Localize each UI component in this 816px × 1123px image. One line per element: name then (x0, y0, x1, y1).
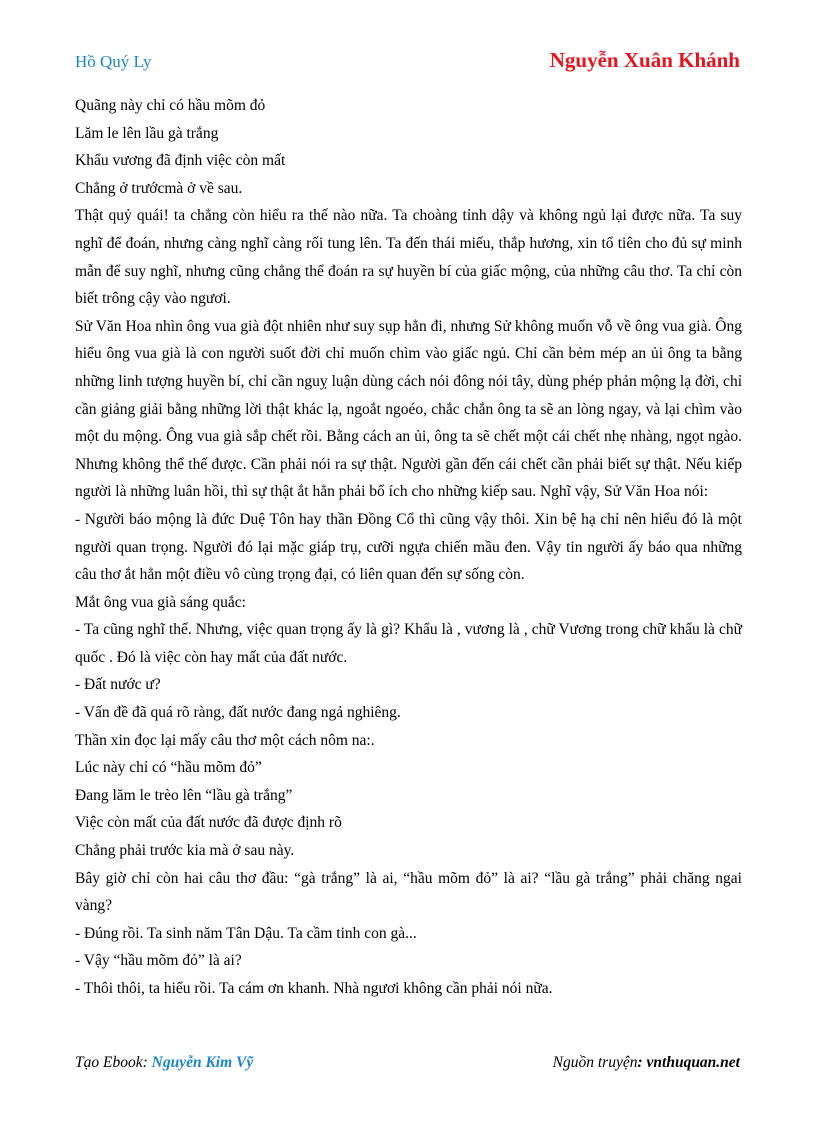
paragraph: Việc còn mất của đất nước đã được định rõ (75, 814, 342, 832)
author-name: Nguyễn Xuân Khánh (549, 48, 740, 72)
ebook-creator-name: Nguyễn Kim Vỹ (151, 1054, 254, 1071)
page-header (75, 48, 740, 76)
source-separator: : (637, 1054, 647, 1071)
paragraph: Mắt ông vua già sáng quắc: (75, 593, 246, 611)
paragraph: Lăm le lên lầu gà trắng (75, 124, 219, 142)
paragraph: - Người báo mộng là đức Duệ Tôn hay thần Đồng Cổ thì cũng vậy thôi. Xin bệ hạ chỉ nên hiểu đó là một người quan trọng. Người đó lại mặc giáp trụ, cưỡi ngựa chiến mầu đen. Vậy tin người ấy báo qua những câu thơ ắt hẳn một điều vô cùng trọng đại, có liên quan đến sự sống còn. (75, 510, 742, 584)
paragraph: Lúc này chỉ có “hầu mõm đỏ” (75, 759, 262, 777)
paragraph: Thần xin đọc lại mấy câu thơ một cách nôm na:. (75, 731, 375, 749)
paragraph: Quãng này chỉ có hầu mõm đỏ (75, 97, 266, 114)
paragraph: Bây giờ chỉ còn hai câu thơ đầu: “gà trắng” là ai, “hầu mõm đỏ” là ai? “lầu gà trắng” phải chăng ngai vàng? (75, 869, 742, 915)
source-label: Nguồn truyện (552, 1054, 638, 1071)
paragraph: Thật quỷ quái! ta chẳng còn hiểu ra thế nào nữa. Ta choàng tỉnh dậy và không ngủ lại được nữa. Ta suy nghĩ để đoán, nhưng càng nghĩ càng rối tung lên. Ta đến thái miếu, thắp hương, xin tổ tiên cho đủ sự minh mẫn để suy nghĩ, nhưng cũng chẳng thể đoán ra sự huyền bí của giấc mộng, của những câu thơ. Ta chỉ còn biết trông cậy vào ngươi. (75, 207, 742, 308)
paragraph: Khẩu vương đã định việc còn mất (75, 152, 286, 170)
paragraph: - Thôi thôi, ta hiểu rồi. Ta cám ơn khanh. Nhà ngươi không cần phải nói nữa. (75, 980, 553, 997)
paragraph: - Đất nước ư? (75, 676, 161, 694)
paragraph: - Vậy “hầu mõm đỏ” là ai? (75, 952, 242, 970)
ebook-credit (75, 1054, 253, 1072)
paragraph: - Đúng rồi. Ta sinh năm Tân Dậu. Ta cầm tinh con gà... (75, 924, 417, 942)
paragraph: Đang lăm le trèo lên “lầu gà trắng” (75, 786, 293, 804)
ebook-label: Tạo Ebook (75, 1054, 143, 1071)
paragraph: - Vấn đề đã quá rõ ràng, đất nước đang ngả nghiêng. (75, 704, 401, 722)
source-credit (553, 1054, 740, 1072)
paragraph: Chẳng phải trước kia mà ở sau này. (75, 842, 295, 860)
source-site-name: vnthuquan.net (646, 1054, 740, 1071)
document-body (75, 92, 742, 1003)
paragraph: Chẳng ở trướcmà ở về sau. (75, 179, 243, 197)
paragraph: - Ta cũng nghĩ thế. Nhưng, việc quan trọng ấy là gì? Khẩu là , vương là , chữ Vương trong chữ khẩu là chữ quốc . Đó là việc còn hay mất của đất nước. (75, 621, 742, 666)
page-footer (75, 1054, 740, 1078)
book-title: Hồ Quý Ly (75, 52, 152, 71)
paragraph: Sử Văn Hoa nhìn ông vua già đột nhiên như suy sụp hẳn đi, nhưng Sử không muốn vỗ về ông vua già. Ông hiểu ông vua già là con người suốt đời chỉ muốn chìm vào giấc ngủ. Chỉ cần bẻm mép an ủi ông ta bằng những linh tượng huyền bí, chỉ cần nguỵ luận dùng cách nói đông nói tây, dùng phép phản mộng lạ đời, chỉ cần giảng giải bằng những lời thật khác lạ, ngoắt ngoéo, chắc chắn ông ta sẽ an lòng ngay, và lại chìm vào một du mộng. Ông vua già sắp chết rồi. Bằng cách an ủi, ông ta sẽ chết một cái chết nhẹ nhàng, ngọt ngào. Nhưng không thể thế được. Cần phải nói ra sự thật. Người gần đến cái chết cần phải biết sự thật. Nếu kiếp người là những luân hồi, thì sự thật ắt hẳn phải bổ ích cho những kiếp sau. Nghĩ vậy, Sử Văn Hoa nói: (75, 317, 742, 501)
ebook-separator: : (142, 1054, 152, 1071)
